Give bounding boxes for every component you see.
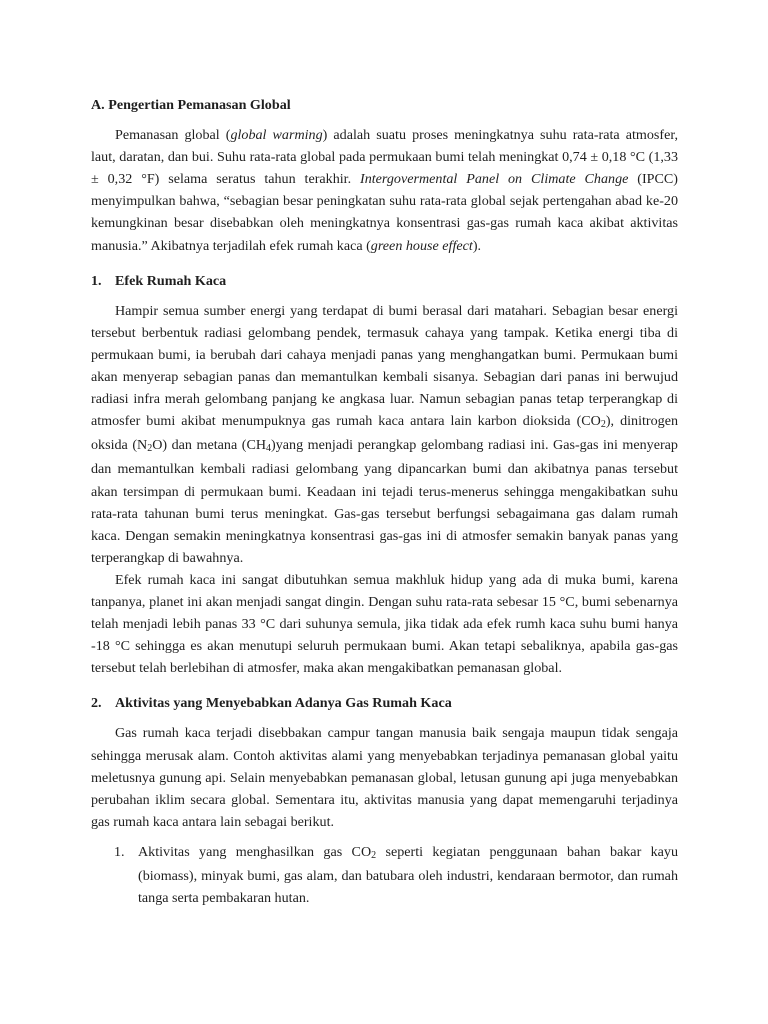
text-run: )yang menjadi perangkap gelombang radiasi ini. Gas-gas ini menyerap dan memantulkan kembali radiasi gelombang yang dipancarkan bumi dan akibatnya panas tersebut akan tersimpan di permukaan bumi. Keadaan ini tejadi terus-menerus sehingga mengakibatkan suhu rata-rata tahunan bumi terus meningkat. Gas-gas tersebut berfungsi sebagaimana gas dalam rumah kaca. Dengan semakin meningkatnya konsentrasi gas-gas ini di atmosfer semakin banyak panas yang terperangkap di bawahnya.	[91, 437, 678, 566]
italic-term: green house effect	[370, 237, 473, 254]
heading-number: 1.	[91, 272, 102, 289]
section-1-heading	[91, 270, 678, 292]
subscript: 2	[600, 419, 606, 431]
section-1-paragraph-2: Efek rumah kaca ini sangat dibutuhkan semua makhluk hidup yang ada di muka bumi, karena tanpanya, planet ini akan menjadi sangat dingin. Dengan suhu rata-rata sebesar 15 °C, bumi sebenarnya telah menjadi lebih panas 33 °C dari suhunya semula, jika tidak ada efek rumh kaca suhu bumi hanya -18 °C sehingga es akan menutupi seluruh permukaan bumi. Akan tetapi sebaliknya, apabila gas-gas tersebut telah berlebihan di atmosfer, maka akan mengakibatkan pemanasan global.	[91, 571, 678, 677]
heading-title: Efek Rumah Kaca	[115, 272, 227, 289]
subscript: 4	[266, 443, 272, 455]
section-2-heading	[91, 692, 678, 714]
subscript: 2	[147, 443, 153, 455]
document-content	[91, 94, 678, 909]
list-number: 1.	[114, 843, 125, 860]
text-run: seperti kegiatan penggunaan bahan bakar kayu (biomass), minyak bumi, gas alam, dan batubara oleh industri, kendaraan bermotor, dan rumah tanga serta pembakaran hutan.	[138, 843, 679, 907]
text-run: ) adalah suatu proses meningkatnya suhu rata-rata atmosfer, laut, daratan, dan bui. Suhu rata-rata global pada permukaan bumi telah meningkat 0,74 ± 0,18 °C (1,33 ± 0,32 °F) selama seratus tahun terakhir.	[91, 127, 678, 188]
subscript: 2	[371, 849, 377, 861]
text-run: ).	[472, 237, 482, 254]
text-run: (IPCC) menyimpulkan bahwa, “sebagian besar peningkatan suhu rata-rata global sejak pertengahan abad ke-20 kemungkinan besar disebabkan oleh meningkatnya konsentrasi gas-gas rumah kaca akibat aktivitas manusia.” Akibatnya terjadilah efek rumah kaca (	[91, 171, 678, 254]
section-1-paragraph-1	[91, 300, 678, 569]
section-a-heading: A. Pengertian Pemanasan Global	[91, 97, 291, 113]
activity-list	[91, 841, 678, 909]
text-run: Pemanasan global (	[115, 127, 231, 144]
text-run: Hampir semua sumber energi yang terdapat di bumi berasal dari matahari. Sebagian besar energi tersebut berbentuk radiasi gelombang pendek, termasuk cahaya yang tampak. Ketika energi tiba di permukaan bumi, ia berubah dari cahaya menjadi panas yang menghangatkan bumi. Permukaan bumi akan menyerap sebagian panas dan memantulkan kembali sisanya. Sebagian dari panas ini berwujud radiasi infra merah gelombang panjang ke angkasa luar. Namun sebagian panas tetap terperangkap di atmosfer bumi akibat menumpuknya gas rumah kaca antara lain karbon dioksida (CO	[91, 302, 678, 430]
text-run: O) dan metana (CH	[152, 437, 267, 454]
section-2-paragraph: Gas rumah kaca terjadi disebbakan campur tangan manusia baik sengaja maupun tidak sengaja sehingga merusak alam. Contoh aktivitas alami yang menyebabkan terjadinya pemanasan global yaitu meletusnya gunung api. Selain menyebabkan pemanasan global, letusan gunung api juga menyebabkan perubahan iklim secara global. Sementara itu, aktivitas manusia yang dapat memengaruhi terjadinya gas rumah kaca antara lain sebagai berikut.	[91, 725, 678, 830]
text-run: Aktivitas yang menghasilkan gas CO	[138, 843, 372, 860]
section-a-paragraph	[91, 124, 678, 257]
heading-number: 2.	[91, 695, 102, 712]
list-item	[91, 841, 678, 909]
text-run: ), dinitrogen oksida (N	[91, 413, 678, 454]
italic-term: global warming	[230, 127, 323, 144]
italic-term: Intergovermental Panel on Climate Change	[360, 171, 629, 188]
heading-title: Aktivitas yang Menyebabkan Adanya Gas Rumah Kaca	[115, 695, 452, 712]
